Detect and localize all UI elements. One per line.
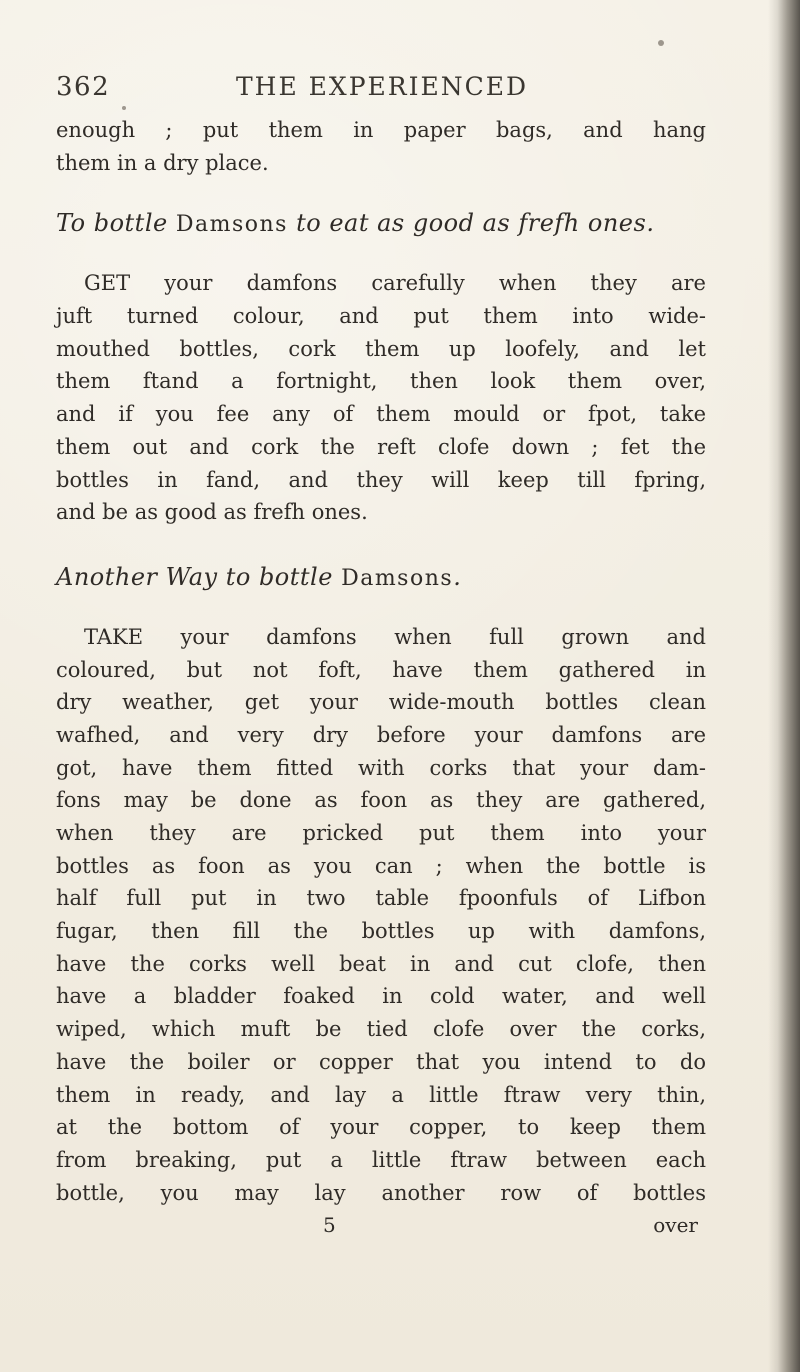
text-line: when they are pricked put them into your (56, 821, 706, 845)
text-line: enough ; put them in paper bags, and hang (56, 118, 706, 142)
paragraph-continued (56, 114, 706, 179)
page-body (56, 114, 706, 1242)
text-line: them ftand a fortnight, then look them over, (56, 369, 706, 394)
text-line: and if you fee any of them mould or fpot, take (56, 402, 706, 427)
text-line: have a bladder foaked in cold water, and well (56, 984, 706, 1009)
text-line: fons may be done as foon as they are gathered, (56, 788, 706, 813)
ink-speck (658, 40, 664, 46)
text-line: them in ready, and lay a little ftraw very thin, (56, 1082, 706, 1107)
page-number: 362 (56, 72, 111, 102)
text-line: GET your damfons carefully when they are (84, 271, 706, 296)
text-line: at the bottom of your copper, to keep them (56, 1115, 706, 1140)
text-line: half full put in two table fpoonfuls of Lifbon (56, 886, 706, 911)
text-line: juft turned colour, and put them into wide- (56, 304, 706, 329)
text-line: them out and cork the reft clofe down ; fet the (56, 434, 706, 459)
recipe-title-another-way: Another Way to bottle Damsons. (56, 562, 462, 591)
page-header (56, 72, 706, 108)
text-line: TAKE your damfons when full grown and (84, 624, 706, 649)
text-line: coloured, but not foft, have them gathered in (56, 657, 706, 682)
ink-speck (122, 106, 126, 110)
catchword: over (653, 1213, 698, 1238)
text-line: them in a dry place. (56, 150, 269, 175)
text-line: have the corks well beat in and cut clofe, then (56, 951, 706, 976)
text-line: and be as good as frefh ones. (56, 500, 368, 525)
text-line: have the boiler or copper that you intend to do (56, 1049, 706, 1074)
text-line: wiped, which muft be tied clofe over the corks, (56, 1017, 706, 1042)
text-line: fugar, then fill the bottles up with damfons, (56, 919, 706, 944)
running-title: THE EXPERIENCED (236, 72, 529, 101)
text-line: wafhed, and very dry before your damfons are (56, 722, 706, 747)
recipe-paragraph-another-way (56, 621, 706, 1209)
text-line: got, have them fitted with corks that your dam- (56, 755, 706, 780)
text-line: from breaking, put a little ftraw between each (56, 1147, 706, 1172)
recipe-title-bottle-damsons: To bottle Damsons to eat as good as frefh ones. (56, 209, 655, 238)
page-footer (56, 1209, 706, 1242)
text-line: mouthed bottles, cork them up loofely, and let (56, 336, 706, 361)
text-line: dry weather, get your wide-mouth bottles clean (56, 690, 706, 715)
text-line: bottle, you may lay another row of bottles (56, 1180, 706, 1205)
recipe-paragraph-bottle-damsons (56, 267, 706, 529)
text-line: bottles as foon as you can ; when the bottle is (56, 853, 706, 878)
text-line: bottles in fand, and they will keep till fpring, (56, 467, 706, 492)
signature-mark: 5 (323, 1213, 336, 1238)
page-edge-shadow (768, 0, 800, 1372)
